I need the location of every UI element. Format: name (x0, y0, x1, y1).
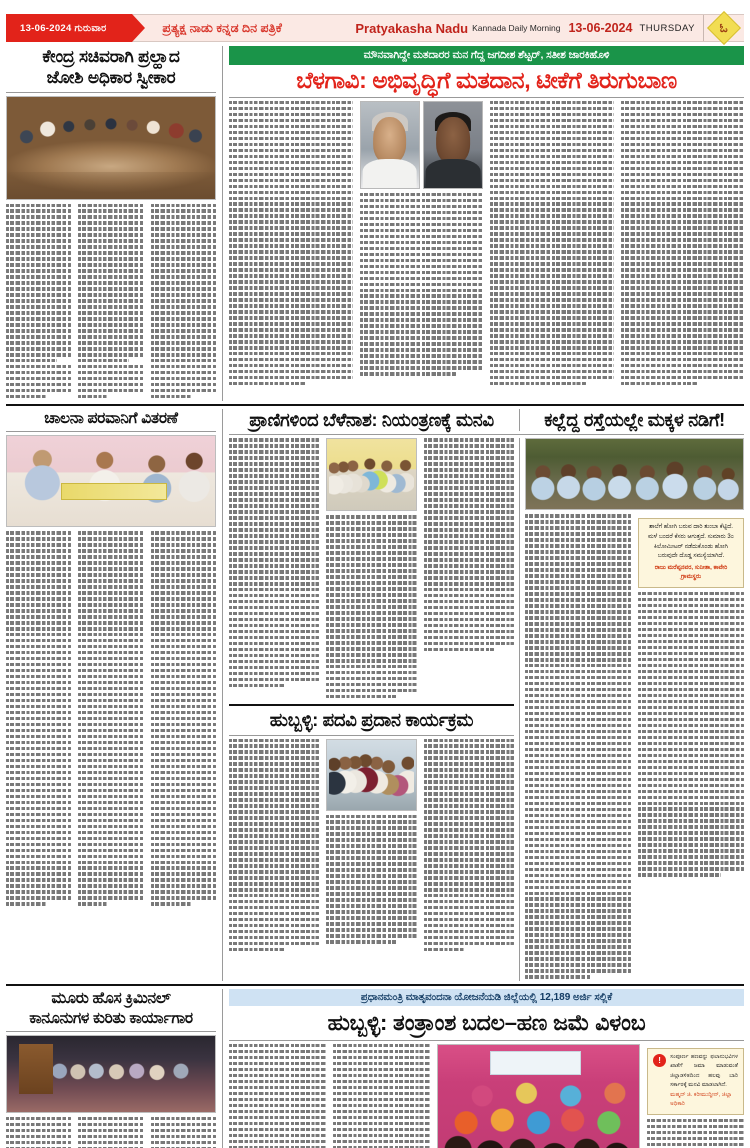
matruvandana-body (229, 1044, 744, 1148)
section-rule (6, 984, 744, 986)
satish-jarkiholi-portrait (423, 101, 483, 189)
masthead-date-flag (6, 14, 132, 42)
alert-icon: ! (653, 1054, 666, 1067)
crops-body (229, 438, 514, 701)
divider (229, 434, 744, 435)
divider (229, 735, 514, 736)
section-rule (6, 404, 744, 406)
lead-left-headline-line1: ಕೇಂದ್ರ ಸಚಿವರಾಗಿ ಪ್ರಲ್ಹಾದ (42, 47, 180, 66)
masthead-subtitle: Kannada Daily Morning (472, 23, 561, 33)
center-block (229, 438, 519, 981)
masthead-divider (703, 15, 704, 41)
text-column (151, 531, 216, 908)
matruvandana-column (223, 989, 744, 1148)
crops-photo-column (326, 438, 416, 701)
text-column (333, 1044, 430, 1148)
driving-licence-headline: ಚಾಲನಾ ಪರವಾನಿಗೆ ವಿತರಣೆ (44, 409, 178, 427)
criminal-law-workshop-photo (6, 1035, 216, 1113)
lead-main-headline: ಬೆಳಗಾವಿ: ಅಭಿವೃದ್ಧಿಗೆ ಮತದಾನ, ಟೀಕೆಗೆ ತಿರುಗುಬಾಣ (296, 67, 677, 93)
divider (6, 1031, 216, 1032)
text-column (151, 1117, 216, 1148)
highlight-box-body: ಶಾಲೆಗೆ ಹೋಗಿ ಬರುವ ದಾರಿ ತುಂಬಾ ಕೆಟ್ಟಿದೆ. ಮಳೆ ಬಂದರೆ ಕೆಸರು ಆಗುತ್ತದೆ. ಸುಮಾರು 3೦ ಕಿಲೋಮೀಟರ್ ನಡೆದುಕೊಂಡು ಹೋಗಿ ಬರುವುದೇ ದೊಡ್ಡ ಸಮಸ್ಯೆಯಾಗಿದೆ. (647, 524, 735, 560)
newspaper-page (0, 14, 750, 1148)
women-beneficiaries-meeting-photo (437, 1044, 640, 1148)
criminal-laws-column (6, 989, 222, 1148)
section-rule (229, 704, 514, 706)
second-band-headline-row (229, 409, 744, 432)
lead-main-column (223, 46, 744, 401)
masthead-title-english: Pratyakasha Nadu (355, 20, 469, 36)
text-column (78, 531, 143, 908)
text-column (6, 1117, 71, 1148)
masthead-right-group (355, 15, 744, 41)
farmers-petition-photo (326, 438, 416, 511)
matruvandana-kicker: ಪ್ರಧಾನಮಂತ್ರಿ ಮಾತೃವಂದನಾ ಯೋಜನೆಯಡಿ ಜಿಲ್ಲೆಯಲ್ಲಿ 12,189 ಅರ್ಜಿ ಸಲ್ಲಿಕೆ (229, 989, 744, 1006)
lead-main-kicker: ಮೌನವಾಗಿದ್ದೇ ಮತದಾರರ ಮನ ಗೆದ್ದ ಜಗದೀಶ ಶೆಟ್ಟರ್, ಸತೀಶ ಜಾರಕಿಹೊಳಿ (229, 46, 744, 65)
text-column (229, 101, 353, 388)
convocation-headline: ಹುಬ್ಬಳ್ಳಿ: ಪದವಿ ಪ್ರದಾನ ಕಾರ್ಯಕ್ರಮ (269, 710, 474, 730)
text-column (525, 514, 631, 981)
driving-licence-handover-photo (6, 435, 216, 527)
masthead-logo-diamond (707, 11, 741, 45)
highlight-box-body: ಸಂಪೂರ್ಣ ಹಣವನ್ನು ಫಲಾನುಭವಿಗಳ ಖಾತೆಗೆ ಜಮಾ ಮಾಡುವಂತೆ ಜಿಲ್ಲಾಡಳಿತದಿಂದ ಹಲವು ಬಾರಿ ಸರ್ಕಾರಕ್ಕೆ ಮನವಿ ಮಾಡಲಾಗಿದೆ. (670, 1053, 738, 1089)
masthead-title-kannada: ಪ್ರತ್ಯಕ್ಷ ನಾಡು ಕನ್ನಡ ದಿನ ಪತ್ರಿಕೆ (162, 20, 282, 35)
text-column (229, 1044, 326, 1148)
text-column (490, 101, 614, 388)
text-column (229, 739, 319, 954)
divider (229, 1040, 744, 1041)
masthead-weekday: THURSDAY (639, 22, 695, 34)
right-rail-box-column (638, 514, 744, 981)
children-head-wrap (520, 409, 744, 432)
lead-left-column (6, 46, 222, 401)
text-column (424, 438, 514, 701)
school-children-walking-photo (525, 438, 744, 510)
highlight-box-statement (647, 1048, 744, 1115)
text-column (229, 438, 319, 701)
lead-main-portrait-column (360, 101, 484, 388)
text-column (621, 101, 745, 388)
lead-main-body-columns (229, 101, 744, 388)
divider (6, 431, 216, 432)
highlight-box-attribution: ಮಹ್ಮದ್ ಜಿ. ಕರೀಮುದ್ದೀನ್, ಜಿಲ್ಲಾ ಅಧಿಕಾರಿ (670, 1091, 732, 1108)
text-column (424, 739, 514, 954)
portrait-face (373, 117, 407, 163)
lead-left-body-columns (6, 204, 216, 401)
jagadish-shettar-portrait (360, 101, 420, 189)
children-road-body (525, 514, 744, 981)
highlight-box-attribution: ರಾಜು ಮರೆಪ್ಪನವರ, ಸುನೀತಾ, ಕಾವೇರಿ ಗ್ರಾಮಸ್ಥರು (654, 564, 728, 581)
masthead-date-kannada: 13-06-2024 ಗುರುವಾರ (20, 22, 107, 34)
text-column (6, 531, 71, 908)
criminal-laws-headline-line1: ಮೂರು ಹೊಸ ಕ್ರಿಮಿನಲ್ (51, 990, 171, 1008)
text-column (6, 204, 71, 401)
second-band-content-row (229, 438, 744, 981)
bottom-band (6, 989, 744, 1148)
portrait-body (362, 159, 417, 188)
matruvandana-right-rail (647, 1044, 744, 1148)
divider (229, 97, 744, 98)
driving-licence-column (6, 409, 222, 981)
convocation-stage-photo (326, 739, 416, 811)
driving-licence-body (6, 531, 216, 908)
cabinet-meeting-photo (6, 96, 216, 200)
portrait-pair (360, 101, 484, 189)
right-rail (520, 438, 744, 981)
matruvandana-headline: ಹುಬ್ಬಳ್ಳಿ: ತಂತ್ರಾಂಶ ಬದಲ–ಹಣ ಜಮೆ ವಿಳಂಬ (327, 1010, 646, 1036)
top-band (6, 46, 744, 401)
portrait-face (436, 117, 470, 163)
page-grid (6, 46, 744, 1148)
text-column (151, 204, 216, 401)
text-column (78, 204, 143, 401)
crops-head-wrap (229, 409, 519, 432)
criminal-laws-headline-line2: ಕಾನೂನುಗಳ ಕುರಿತು ಕಾರ್ಯಾಗಾರ (29, 1009, 193, 1027)
second-band (6, 409, 744, 981)
masthead-logo-glyph: ಓ (719, 20, 729, 35)
portrait-body (426, 159, 481, 188)
lead-left-headline-line2: ಜೋಶಿ ಅಧಿಕಾರ ಸ್ವೀಕಾರ (46, 68, 176, 88)
crops-headline: ಪ್ರಾಣಿಗಳಿಂದ ಬೆಳೆನಾಶ: ನಿಯಂತ್ರಣಕ್ಕೆ ಮನವಿ (249, 409, 494, 430)
children-road-headline: ಕಲ್ಲೆದ್ದ ರಸ್ತೆಯಲ್ಲೇ ಮಕ್ಕಳ ನಡಿಗೆ! (544, 409, 725, 430)
convocation-body (229, 739, 514, 954)
convocation-photo-column (326, 739, 416, 954)
masthead-date-english: 13-06-2024 (568, 21, 633, 35)
masthead (6, 14, 744, 42)
criminal-laws-body (6, 1117, 216, 1148)
second-band-right (223, 409, 744, 981)
highlight-box-quote (638, 518, 744, 588)
text-column (78, 1117, 143, 1148)
matruvandana-photo-column (437, 1044, 640, 1148)
divider (6, 92, 216, 93)
